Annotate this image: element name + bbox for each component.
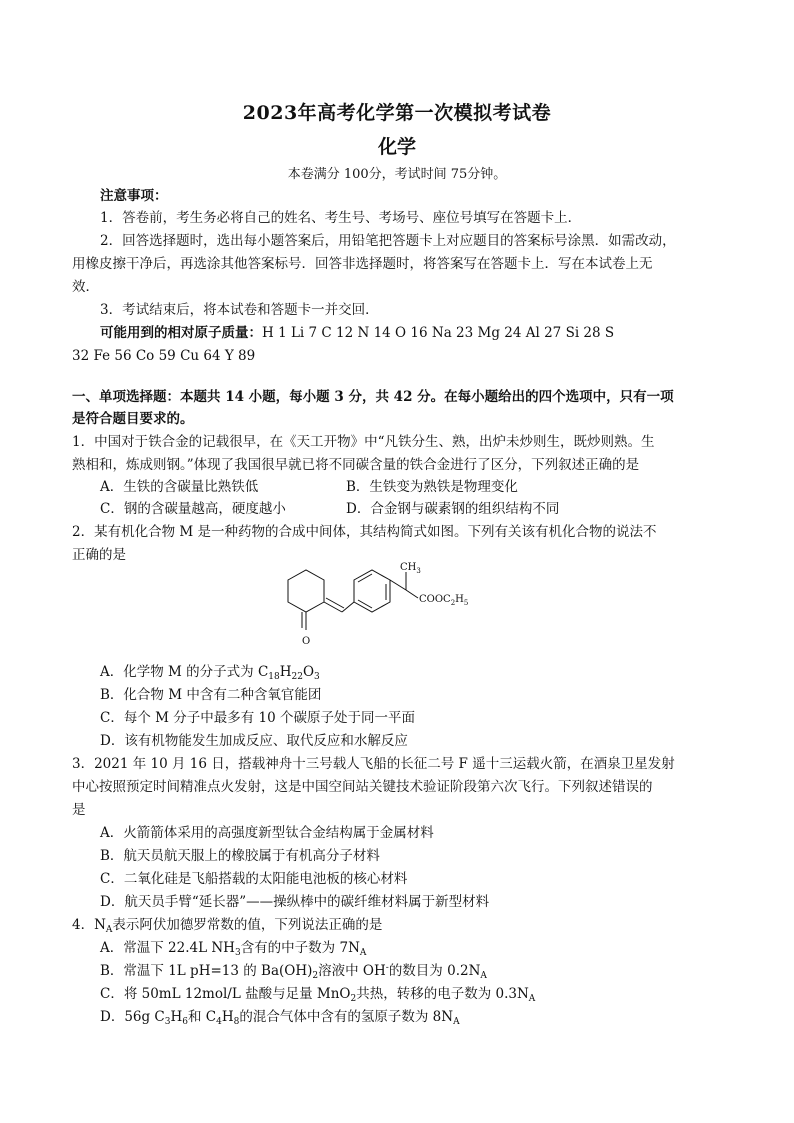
q1-option-c: C．钢的含碳量越高，硬度越小 [100,501,286,517]
q2-option-a: A．化学物 M 的分子式为 $C_{18}H_{22}O_3$ [100,664,320,682]
q2-option-d: D．该有机物能发生加成反应、取代反应和水解反应 [100,733,408,749]
section-heading: 一、单项选择题：本题共 14 小题，每小题 3 分，共 42 分。在每小题给出的四个选项中，只有一项 [72,389,674,405]
q4-option-d: D．56g $C_3H_6$和 $C_4H_8$的混合气体中含有的氢原子数为 $8N_A$ [100,1009,460,1027]
methyl-label: $CH_3$ [400,562,421,575]
q3-option-d: D．航天员手臂“延长器”——操纵棒中的碳纤维材料属于新型材料 [100,894,490,910]
q1-option-b: B．生铁变为熟铁是物理变化 [346,479,518,495]
q3-stem-cont: 中心按照预定时间精准点火发射，这是中国空间站关键技术验证阶段第六次飞行。下列叙述错误的 [72,779,653,795]
q2-option-c: C．每个 M 分子中最多有 10 个碳原子处于同一平面 [100,710,415,726]
atomic-mass-label: 可能用到的相对原子质量： [100,325,262,341]
q4-option-a: A．常温下 22.4L $NH_3$含有的中子数为 $7N_A$ [100,940,367,958]
q1-option-a: A．生铁的含碳量比熟铁低 [100,479,259,495]
q3-option-b: B．航天员航天服上的橡胶属于有机高分子材料 [100,848,380,864]
q4-stem: 4．$N_A$表示阿伏加德罗常数的值，下列说法正确的是 [72,917,383,935]
molecule-structure [268,560,488,660]
q2-stem: 2．某有机化合物 M 是一种药物的合成中间体，其结构简式如图。下列有关该有机化合物的说法不 [72,524,657,540]
cyclohexane-ring [288,570,324,612]
subject-title: 化学 [377,136,416,158]
atomic-mass-values: H 1 Li 7 C 12 N 14 O 16 Na 23 Mg 24 Al 27 Si 28 S [262,325,615,341]
atomic-mass-line [100,323,760,343]
notice-item: 1．答卷前，考生务必将自己的姓名、考生号、考场号、座位号填写在答题卡上． [100,210,582,226]
notice-item: 3．考试结束后，将本试卷和答题卡一并交回． [100,302,379,318]
oxygen-label: O [302,636,311,647]
q3-stem: 3．2021 年 10 月 16 日，搭载神舟十三号载人飞船的长征二号 F 遥十三运载火箭，在酒泉卫星发射 [72,756,675,772]
atomic-mass-line-2: 32 Fe 56 Co 59 Cu 64 Y 89 [72,348,256,364]
notice-item: 效． [72,279,99,295]
exam-title: 2023年高考化学第一次模拟考试卷 [242,102,552,124]
q1-option-d: D．合金钢与碳素钢的组织结构不同 [346,501,560,517]
notice-heading: 注意事项： [100,188,168,204]
section-heading-cont: 是符合题目要求的。 [72,411,194,427]
q2-stem-cont: 正确的是 [72,547,126,563]
benzene-ring [354,570,390,612]
q1-stem-cont: 熟相和，炼成则钢。”体现了我国很早就已将不同碳含量的铁合金进行了区分，下列叙述正确的是 [72,457,640,473]
notice-item: 2．回答选择题时，选出每小题答案后，用铅笔把答题卡上对应题目的答案标号涂黑．如需改动， [100,233,676,249]
q4-option-b: B．常温下 1L pH=13 的 $Ba(OH)_2$溶液中 OH-的数目为 $0.2N_A$ [100,963,487,981]
ester-label: $COOC_2H_5$ [419,594,469,607]
q3-option-c: C．二氧化硅是飞船搭载的太阳能电池板的核心材料 [100,871,408,887]
q4-option-c: C．将 50mL 12mol/L 盐酸与足量 MnO$_2$共热，转移的电子数为 $0.3N_A$ [100,986,536,1004]
q2-option-b: B．化合物 M 中含有二种含氧官能团 [100,687,322,703]
exam-meta: 本卷满分 100分，考试时间 75分钟。 [287,167,507,182]
q1-stem: 1．中国对于铁合金的记载很早，在《天工开物》中“凡铁分生、熟，出炉未炒则生，既炒则熟。生 [72,434,655,450]
notice-item: 用橡皮擦干净后，再选涂其他答案标号．回答非选择题时，将答案写在答题卡上．写在本试卷上无 [72,256,653,272]
q3-option-a: A．火箭箭体采用的高强度新型钛合金结构属于金属材料 [100,825,434,841]
q3-stem-cont: 是 [72,802,86,818]
